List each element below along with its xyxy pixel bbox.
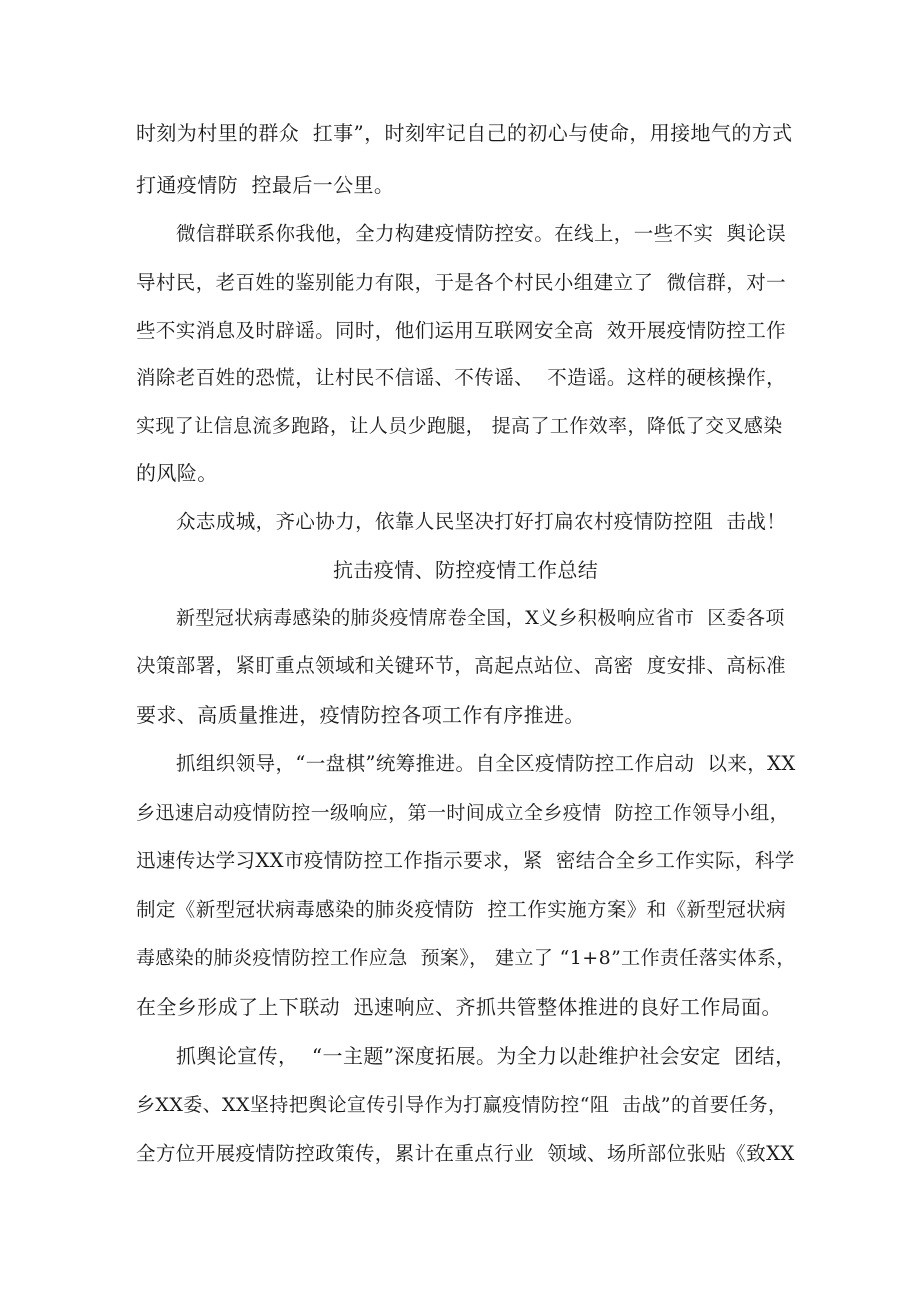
paragraph-line: 消除老百姓的恐慌，让村民不信谣、不传谣、 不造谣。这样的硬核操作， (136, 366, 786, 389)
paragraph-line: 新型冠状病毒感染的肺炎疫情席卷全国，X义乡积极响应省市 区委各项 (176, 607, 785, 629)
paragraph-line: 时刻为村里的群众 扛事”，时刻牢记自己的初心与使命，用接地气的方式 (136, 121, 793, 145)
paragraph-line: 乡XX委、XX坚持把舆论宣传引导作为打赢疫情防控“阻 击战”的首要任务， (136, 1094, 788, 1116)
paragraph-line: 乡迅速启动疫情防控一级响应，第一时间成立全乡疫情 防控工作领导小组， (136, 802, 790, 824)
paragraph-line: 的风险。 (136, 461, 218, 485)
paragraph-line: 制定《新型冠状病毒感染的肺炎疫情防 控工作实施方案》和《新型冠状病 (136, 898, 786, 921)
paragraph-line: 迅速传达学习XX市疫情防控工作指示要求，紧 密结合全乡工作实际，科学 (136, 849, 795, 872)
paragraph-line: 微信群联系你我他，全力构建疫情防控安。在线上，一些不实 舆论误 (176, 222, 787, 245)
paragraph-line: 毒感染的肺炎疫情防控工作应急 预案》， 建立了 “1+8”工作责任落实体系， (136, 947, 796, 969)
paragraph-line: 要求、高质量推进，疫情防控各项工作有序推进。 (136, 703, 585, 727)
paragraph-line: 些不实消息及时辟谣。同时，他们运用互联网安全高 效开展疫情防控工作 (136, 319, 786, 342)
paragraph-line: 打通疫情防 控最后一公里。 (136, 173, 395, 197)
paragraph-line: 在全乡形成了上下联动 迅速响应、齐抓共管整体推进的良好工作局面。 (136, 995, 782, 1019)
section-title: 抗击疫情、防控疫情工作总结 (333, 558, 599, 582)
paragraph-line: 抓组织领导，“一盘棋”统筹推进。自全区疫情防控工作启动 以来，XX (176, 752, 796, 775)
paragraph-line: 实现了让信息流多跑路，让人员少跑腿， 提高了工作效率，降低了交叉感染 (136, 415, 783, 437)
paragraph-line: 众志成城，齐心协力，依靠人民坚决打好打扁农村疫情防控阻 击战！ (176, 510, 787, 533)
paragraph-line: 全方位开展疫情防控政策传，累计在重点行业 领域、场所部位张贴《致XX (136, 1142, 795, 1165)
paragraph-line: 导村民，老百姓的鉴别能力有限，于是各个村民小组建立了 微信群，对一 (136, 271, 786, 294)
paragraph-line: 决策部署，紧盯重点领域和关键环节，高起点站位、高密 度安排、高标准 (136, 654, 786, 677)
paragraph-line: 抓舆论宣传， “一主题”深度拓展。为全力以赴维护社会安定 团结， (176, 1044, 796, 1068)
